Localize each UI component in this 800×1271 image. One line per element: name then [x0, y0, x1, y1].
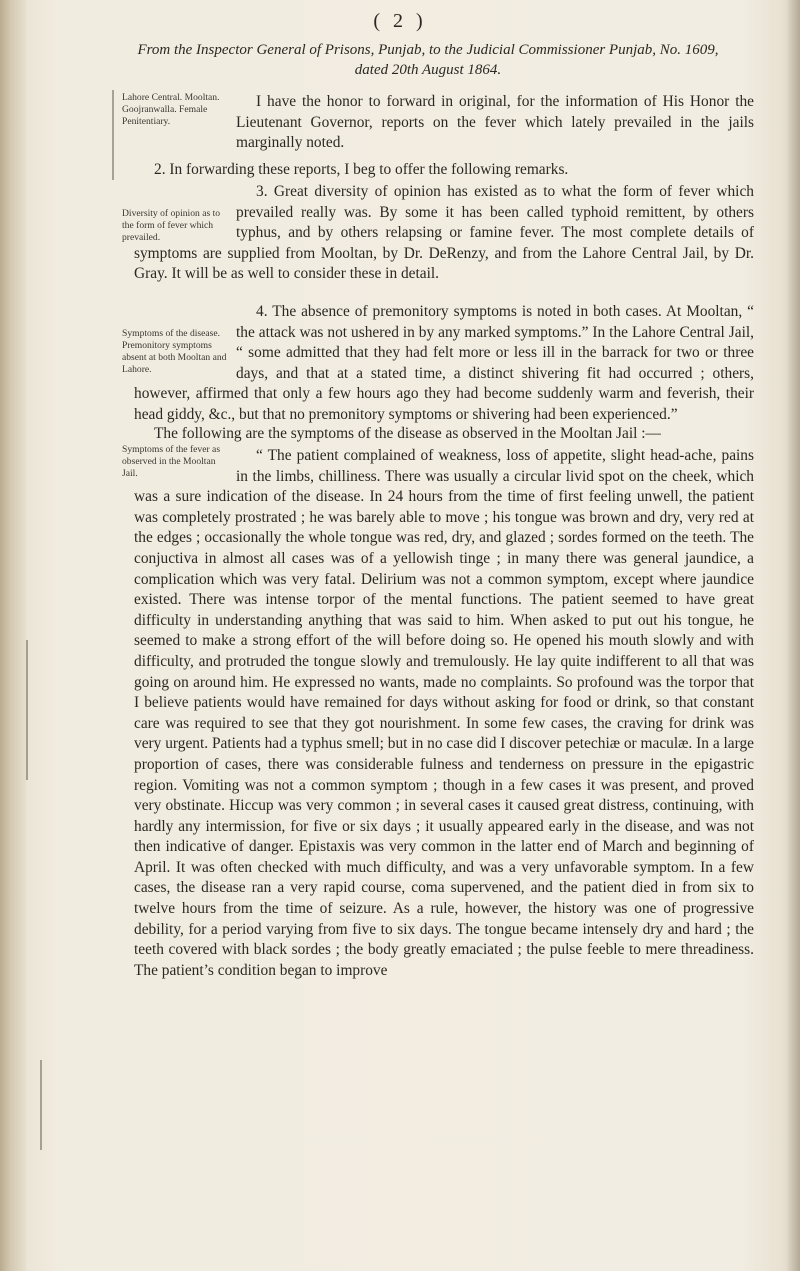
paragraph-5: The following are the symptoms of the disease as observed in the Mooltan Jail :—	[154, 425, 661, 442]
margin-note-spacer	[134, 204, 236, 242]
margin-note-jails: Lahore Central. Mooltan. Goojranwalla. Female Penitentiary.	[122, 92, 220, 127]
paragraph-2: 2. In forwarding these reports, I beg to offer the following remarks.	[154, 161, 569, 178]
page-edge-shadow	[786, 0, 800, 1271]
paragraph-6-wrap	[134, 446, 754, 981]
page-number: ( 2 )	[373, 10, 427, 32]
paragraph-3: 3. Great diversity of opinion has existed as to what the form of fever which prevailed really was. By some it has been called typhoid remittent, by others typhus, and by others relapsing or famine fever. The most complete details of symptoms are supplied from Mooltan, by Dr. DeRenzy, and from the Lahore Central Jail, by Dr. Gray. It will be as well to consider these in detail.	[134, 183, 754, 283]
paragraph-6: “ The patient complained of weakness, loss of appetite, slight head-ache, pains in the limbs, chilliness. There was usually a circular livid spot on the cheek, which was a sure indication of the disease. In 24 hours from the time of first feeling unwell, the patient was completely prostrated ; he was barely able to move ; his tongue was brown and dry, very red at the edges ; occasionally the whole tongue was red, dry, and glazed ; sordes formed on the teeth. The conjuctiva in almost all cases was of a yellowish tinge ; in many there was general jaundice, a complication which was very fatal. Delirium was not a common symptom, except where jaundice existed. There was intense torpor of the mental functions. The patient seemed to have great difficulty in understanding anything that was said to him. When asked to put out his tongue, he seemed to make a strong effort of the will before doing so. He opened his mouth slowly and with difficulty, and protruded the tongue slowly and tremulously. He lay quite indifferent to all that was going on around him. He expressed no wants, made no complaints. So profound was the torpor that I believe patients would have remained for days without asking for food or drink, so that constant care was required to see that they got nourishment. In some few cases, the craving for drink was very urgent. Patients had a typhus smell; but in no case did I discover petechiæ or maculæ. In a large proportion of cases, there was considerable fulness and tenderness on pressure in the epigastric region. Vomiting was not a common symptom ; though in a few cases it was present, and proved very obstinate. Hiccup was very common ; in several cases it caused great distress, continuing, with hardly any intermission, for five or six days ; it usually appeared early in the disease, and was not then indicative of danger. Epistaxis was very common in the latter end of March and beginning of April. It was often checked with much difficulty, and was a very unfavorable symptom. In a few cases, the disease ran a very rapid course, coma supervened, and the patient died in from six to twelve hours from the time of seizure. As a rule, however, the history was one of progressive debility, for a period varying from five to six days. The tongue became intensely dry and hard ; the teeth covered with black sordes ; the body greatly emaciated ; the pulse feeble to mere threadiness. The patient’s condition began to improve	[134, 447, 754, 979]
margin-note-mooltan-symptoms: Symptoms of the fever as observed in the Mooltan Jail.	[122, 444, 221, 479]
paragraph-4: 4. The absence of premonitory symptoms is noted in both cases. At Mooltan, “ the attack was not ushered in by any marked symptoms.” In the Lahore Central Jail, “ some admitted that they had felt more or less ill in the barrack for two or three days, and that at a stated time, a distinct shivering fit had occurred ; others, however, affirmed that only a few hours ago they had become suddenly warm and feverish, their head giddy, &c., but that no premonitory symptoms or shivering had been experienced.”	[134, 303, 754, 423]
heading-line-2: dated 20th August 1864.	[354, 62, 502, 78]
margin-note-diversity: Diversity of opinion as to the form of fever which prevailed.	[122, 208, 221, 243]
letter-heading	[108, 40, 748, 80]
margin-note-spacer	[134, 324, 236, 382]
pencil-margin-mark	[40, 1060, 42, 1150]
margin-note-spacer	[134, 468, 236, 486]
book-spine	[0, 0, 26, 1271]
pencil-margin-mark	[26, 640, 28, 780]
pencil-margin-mark	[112, 90, 114, 180]
paragraph-3-lead	[134, 182, 754, 285]
paragraph-1: I have the honor to forward in original, for the information of His Honor the Lieutenant Governor, reports on the fever which lately prevailed in the jails marginally noted.	[236, 93, 754, 152]
margin-note-premonitory: Symptoms of the disease. Premonitory symptoms absent at both Mooltan and Lahore.	[122, 328, 227, 375]
paragraph-4-wrap	[134, 302, 754, 426]
heading-line-1: From the Inspector General of Prisons, Punjab, to the Judicial Commissioner Punjab, No. 1609,	[137, 42, 719, 58]
